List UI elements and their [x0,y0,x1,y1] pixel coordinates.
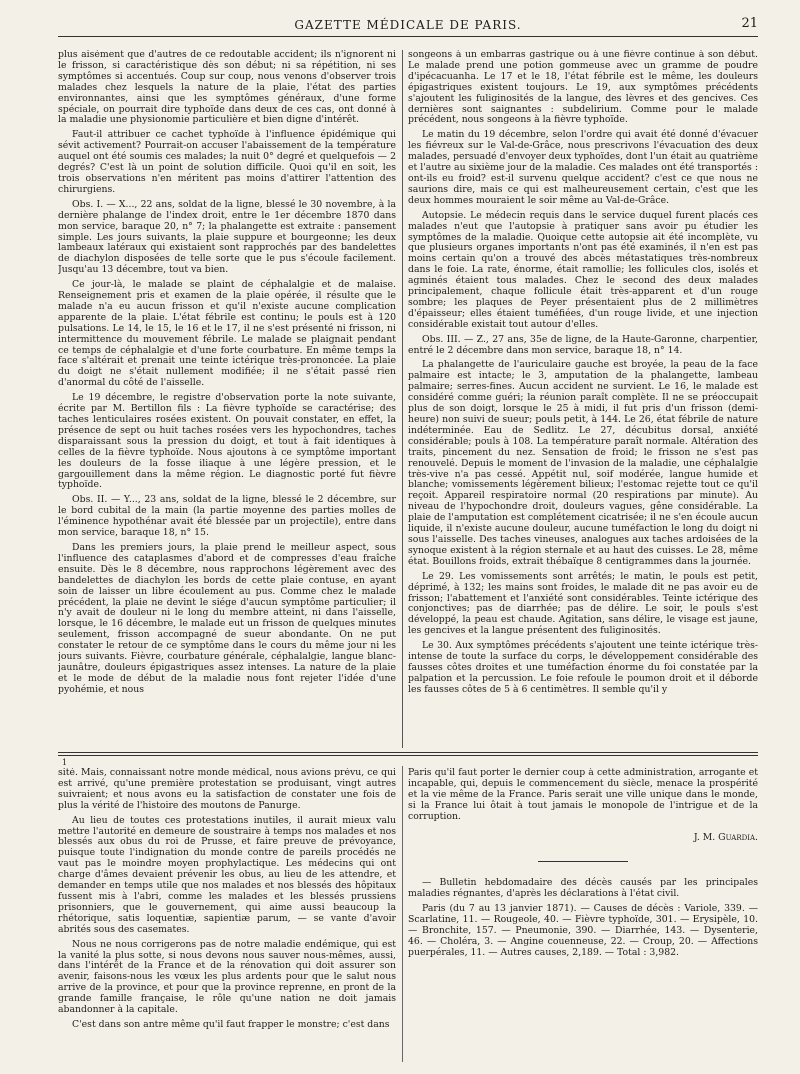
paragraph: plus aisément que d'autres de ce redoutable accident; ils n'ignorent ni le frisson, si caractéristique dès son début; ni sa répétition, ni ses symptômes si accentués. Coup sur coup, nous venons d'observer trois malades chez lesquels la nature de la plaie, l'état des parties environnantes, ainsi que les symptômes généraux, d'une forme spéciale, on pourrait dire typhoïde dans deux de ces cas, ont donné à la maladie une physionomie particulière et bien digne d'intérêt. [58,50,396,126]
paragraph: Ce jour-là, le malade se plaint de céphalalgie et de malaise. Renseignement pris et examen de la plaie opérée, il résulte que le malade n'a eu aucun frisson et qu'il n'existe aucune complication apparente de la plaie. L'état fébrile est continu; le pouls est à 120 pulsations. Le 14, le 15, le 16 et le 17, il ne s'est présenté ni frisson, ni intermittence du mouvement fébrile. Le malade se plaignait pendant ce temps de céphalalgie et d'une forte courbature. En même temps la face s'altérait et prenait une teinte ictérique très-prononcée. La plaie du doigt ne s'était nullement modifiée; il ne s'était passé rien d'anormal du côté de l'aisselle. [58,279,396,389]
observation-1: Obs. I. — X..., 22 ans, soldat de la ligne, blessé le 30 novembre, à la dernière phalange de l'index droit, entre le 1er décembre 1870 dans mon service, baraque 20, n° 7; la phalangette est extraite : pansement simple. Les jours suivants, la plaie suppure et bourgeonne; les deux lambeaux latéraux qui existaient sont rapprochés par des bandelettes de diachylon disposées de telle sorte que le pus s'écoule facilement. Jusqu'au 13 décembre, tout va bien. [58,198,396,276]
page-header [58,14,758,37]
page-number: 21 [741,16,758,31]
column-divider [402,50,403,748]
feuilleton-column-left [58,768,396,1068]
journal-title: GAZETTE MÉDICALE DE PARIS. [294,18,522,32]
article-column-left [58,50,396,748]
autopsy-paragraph: Autopsie. Le médecin requis dans le service duquel furent placés ces malades n'eut que l'autopsie à pratiquer sans avoir pu étudier les symptômes de la maladie. Quoique cette autopsie ait été incomplète, vu que plusieurs organes importants n'ont pas été examinés, il n'en est pas moins certain qu'on a trouvé des abcès métastatiques très-nombreux dans le foie. La rate, énorme, était ramollie; les follicules clos, isolés et agminés étaient tous malades. Chez le second des deux malades principalement, chaque follicule était très-apparent et d'un rouge sombre; les plaques de Peyer présentaient plus de 2 millimètres d'épaisseur; elles étaient tuméfiées, d'un rouge livide, et une injection considérable existait tout autour d'elles. [408,209,758,330]
article-column-right [408,50,758,748]
section-divider [58,752,758,756]
paragraph: Dans les premiers jours, la plaie prend le meilleur aspect, sous l'influence des cataplasmes d'abord et de compresses d'eau fraîche ensuite. Dès le 8 décembre, nous rapprochons légèrement avec des bandelettes de diachylon les bords de cette plaie contuse, en ayant soin de laisser un libre écoulement au pus. Comme chez le malade précédent, la plaie ne devint le siége d'aucun symptôme particulier; il n'y avait de douleur ni le long du membre atteint, ni dans l'aisselle, lorsque, le 16 décembre, le malade eut un frisson de quelques minutes seulement, frisson accompagné de sueur abondante. On ne put constater le retour de ce symptôme dans le cours du même jour ni les jours suivants. Fièvre, courbature générale, céphalalgie, langue blanc-jaunâtre, douleurs épigastriques assez intenses. La nature de la plaie et le mode de début de la maladie nous font rejeter l'idée d'une pyohémie, et nous [58,541,396,695]
short-divider [538,861,628,862]
paragraph: Le 29. Les vomissements sont arrêtés; le matin, le pouls est petit, déprimé, à 132; les mains sont froides, le malade dit ne pas avoir eu de frisson; l'abattement et l'anxiété sont considérables. Teinte ictérique des conjonctives; pas de diarrhée; pas de délire. Le soir, le pouls s'est développé, la peau est chaude. Agitation, sans délire, le visage est jaune, les gencives et la langue présentent des fuliginosités. [408,570,758,637]
paragraph: Paris qu'il faut porter le dernier coup à cette administration, arrogante et incapable, qui, depuis le commencement du siècle, menace la prospérité et la vie même de la France. Paris serait une ville unique dans le monde, si la France lui ôtait à tout jamais le monopole de l'intrigue et de la corruption. [408,768,758,822]
column-divider [402,766,403,1062]
author-signature: J. M. Guardia. [693,831,758,843]
paragraph: Le 30. Aux symptômes précédents s'ajoutent une teinte ictérique très-intense de toute la surface du corps, le développement considérable des fausses côtes droites et une tuméfaction énorme du foi constatée par la palpation et la percussion. Le foie refoule le poumon droit et il déborde les fausses côtes de 5 à 6 centimètres. Il semble qu'il y [408,640,758,695]
paragraph: C'est dans son antre même qu'il faut frapper le monstre; c'est dans [72,1018,390,1030]
paragraph: Faut-il attribuer ce cachet typhoïde à l'influence épidémique qui sévit activement? Pourrait-on accuser l'abaissement de la température auquel ont été soumis ces malades; la nuit 0° degré et quelquefois — 2 degrés? C'est là un point de solution difficile. Quoi qu'il en soit, les trois observations n'en méritent pas moins d'attirer l'attention des chirurgiens. [58,129,396,195]
paragraph: Au lieu de toutes ces protestations inutiles, il aurait mieux valu mettre l'autorité en demeure de soustraire à temps nos malades et nos blessés aux obus du roi de Prusse, et faire preuve de prévoyance, puisque toute l'indignation du monde contre de pareils procédés ne vaut pas le moindre moyen prophylactique. Les médecins qui ont charge d'âmes devaient prévenir les obus, au lieu de les attendre, et demander en temps utile que nos malades et nos blessés des hôpitaux fussent mis à l'abri, comme les malades et les blessés prussiens prisonniers, que le gouvernement, qui aime aussi beaucoup la rhétorique, satis loquentiæ, sapientiæ parum, — se vante d'avoir abrités sous des casemates. [58,814,396,935]
paragraph: La phalangette de l'auriculaire gauche est broyée, la peau de la face palmaire est intacte; le 3, amputation de la phalangette, lambeau palmaire; serres-fines. Aucun accident ne survient. Le 16, le malade est considéré comme guéri; la réunion paraît complète. Il ne se préoccupait plus de son doigt, lorsque le 25 à midi, il fut pris d'un frisson (demi-heure) non suivi de sueur; pouls petit, à 144. Le 26, état fébrile de nature indéterminée. Eau de Sedlitz. Le 27, décubitus dorsal, anxiété considérable; pouls à 108. La température paraît normale. Altération des traits, pincement du nez. Sensation de froid; le frisson ne s'est pas renouvelé. Depuis le moment de l'invasion de la maladie, une céphalalgie très-vive n'a pas cessé. Appétit nul, soif modérée, langue humide et blanche; vomissements légèrement bilieux; l'estomac rejette tout ce qu'il reçoit. Appareil respiratoire normal (20 respirations par minute). Au niveau de l'hypochondre droit, douleurs vagues, gêne considérable. La plaie de l'amputation est complétement cicatrisée; il ne s'en écoule aucun liquide, il n'existe aucune douleur, aucune tuméfaction le long du doigt ni sous l'aisselle. Des taches vineuses, analogues aux taches ardoisées de la synoque existent à la région sternale et au haut des cuisses. Le 28, même état. Bouillons froids, extrait thébaïque 8 centigrammes dans la journée. [408,359,758,567]
observation-2: Obs. II. — Y..., 23 ans, soldat de la ligne, blessé le 2 décembre, sur le bord cubital de la main (la partie moyenne des parties molles de l'éminence hypothénar avait été blessée par un projectile), entre dans mon service, baraque 18, n° 15. [58,494,396,539]
observation-3: Obs. III. — Z., 27 ans, 35e de ligne, de la Haute-Garonne, charpentier, entré le 2 décembre dans mon service, baraque 18, n° 14. [408,333,758,356]
paragraph: songeons à un embarras gastrique ou à une fièvre continue à son début. Le malade prend une potion gommeuse avec un gramme de poudre d'ipécacuanha. Le 17 et le 18, l'état fébrile est le même, les douleurs épigastriques existent toujours. Le 19, aux symptômes précédents s'ajoutent les fuliginosités de la langue, des lèvres et des gencives. Ces dernières sont saignantes : subdelirium. Comme pour le malade précédent, nous songeons à la fièvre typhoïde. [408,50,758,126]
paragraph: Nous ne nous corrigerons pas de notre maladie endémique, qui est la vanité la plus sotte, si nous devons nous sauver nous-mêmes, aussi, dans l'intérêt de la France et de la rénovation qui doit assurer son avenir, faisons-nous les vœux les plus ardents pour que le salut nous arrive de la province, et pour que la province reprenne, en pront de la grande famille française, le rôle qu'une nation ne doit jamais abandonner à la capitale. [58,938,396,1016]
footnote-mark: 1 [62,758,68,767]
death-statistics: Paris (du 7 au 13 janvier 1871). — Causes de décès : Variole, 339. — Scarlatine, 11. — Rougeole, 40. — Fièvre typhoïde, 301. — Erysipèle, 10. — Bronchite, 157. — Pneumonie, 390. — Diarrhée, 143. — Dysenterie, 46. — Choléra, 3. — Angine couenneuse, 22. — Croup, 20. — Affections puerpérales, 11. — Autres causes, 2,189. — Total : 3,982. [408,903,758,958]
bulletin-heading: — Bulletin hebdomadaire des décès causés par les principales maladies régnantes, d'après les déclarations à l'état civil. [408,877,758,900]
paragraph: Le matin du 19 décembre, selon l'ordre qui avait été donné d'évacuer les fiévreux sur le Val-de-Grâce, nous prescrivons l'évacuation des deux malades, persuadé d'envoyer deux typhoïdes, dont l'un était au quatrième et l'autre au sixième jour de la maladie. Ces malades ont été transportés : ont-ils eu froid? est-il survenu quelque accident? c'est ce que nous ne saurions dire, mais ce qui est malheureusement certain, c'est que les deux hommes mouraient le soir même au Val-de-Grâce. [408,129,758,206]
paragraph: sité. Mais, connaissant notre monde médical, nous avions prévu, ce qui est arrivé, qu'une première protestation se produisant, vingt autres suivraient; et nous avons eu la satisfaction de constater une fois de plus la vérité de l'histoire des moutons de Panurge. [58,768,396,811]
paragraph: Le 19 décembre, le registre d'observation porte la note suivante, écrite par M. Bertillon fils : La fièvre typhoïde se caractérise; des taches lenticulaires rosées existent. On pouvait constater, en effet, la présence de sept ou huit taches rosées vers les hypochondres, taches disparaissant sous la pression du doigt, et tout à fait identiques à celles de la fièvre typhoïde. Nous ajoutons à ce symptôme important les douleurs de la fosse iliaque à une légère pression, et le gargouillement dans la même région. Le diagnostic porté fut fièvre typhoïde. [58,392,396,491]
feuilleton-column-right [408,768,758,1068]
